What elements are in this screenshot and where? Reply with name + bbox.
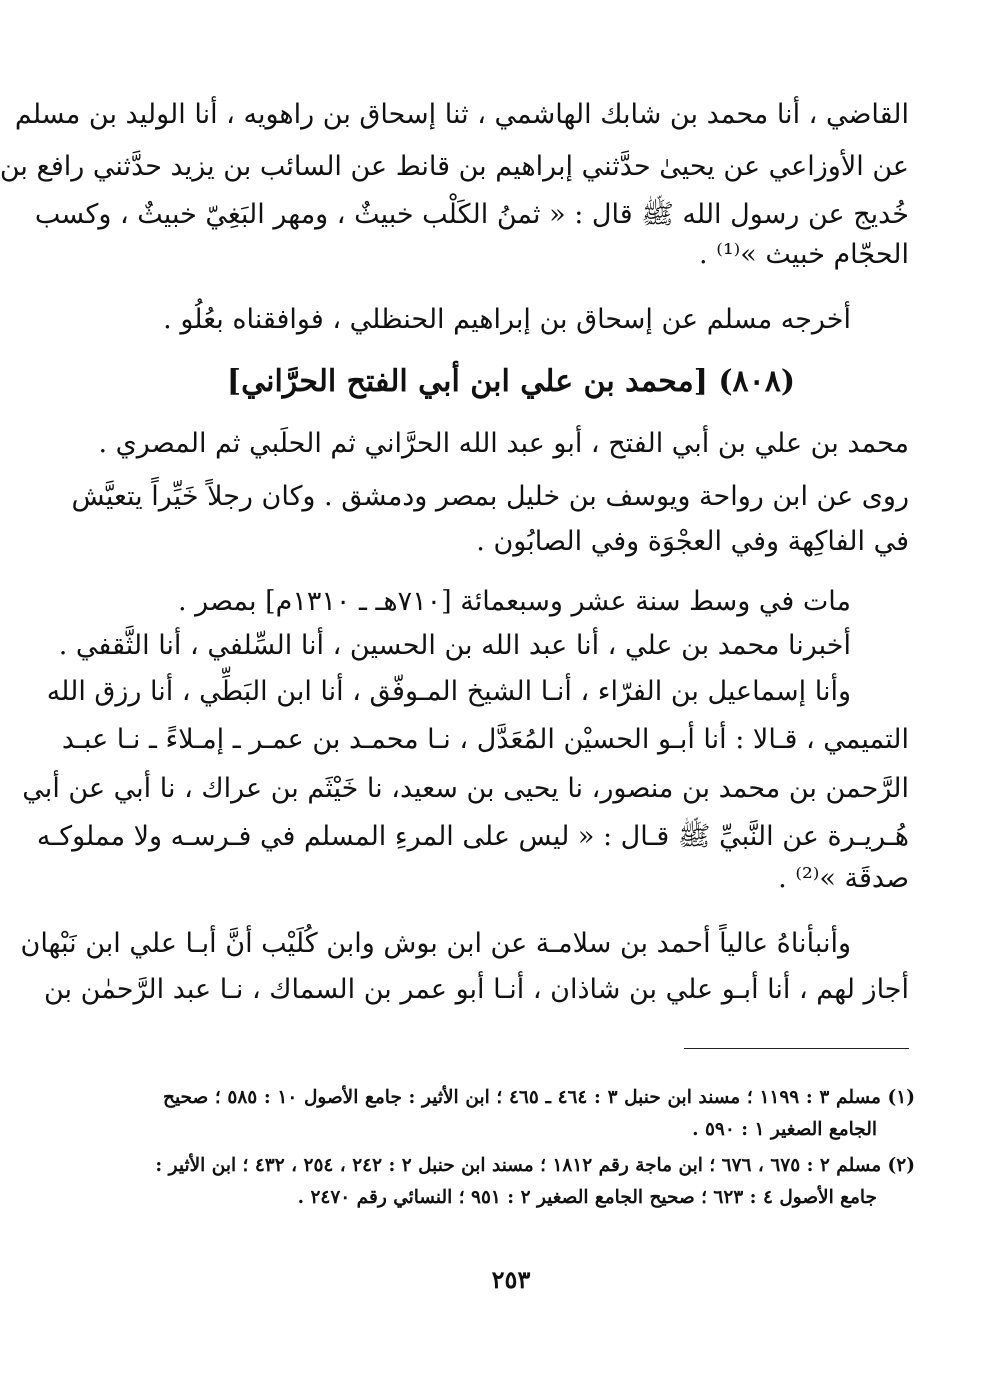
body-line: هُـريـرة عن النَّبيِّ ﷺ قـال : « ليس على المرءِ المسلم في فـرسـه ولا مملوكـه (36, 821, 909, 852)
body-line: الرَّحمن بن محمد بن منصور، نا يحيى بن سعيد، نا خَيْثَم بن عراك ، نا أبي عن أبي (22, 773, 909, 804)
body-line: الحجّام خبيث »⁽¹⁾ . (699, 239, 909, 270)
footnote-separator (684, 1048, 909, 1049)
body-line: وأنبأناهُ عالياً أحمد بن سلامـة عن ابن بوش وابن كُلَيْب أنَّ أبـا علي ابن نَبْهان (20, 928, 851, 959)
body-line: في الفاكِهة وفي العجْوَة وفي الصابُون . (476, 526, 909, 557)
page-number: ٢٥٣ (491, 1265, 531, 1294)
body-line: صدقَة »⁽²⁾ . (778, 863, 909, 894)
body-line: روى عن ابن رواحة ويوسف بن خليل بمصر ودمشق . وكان رجلاً خَيِّراً يتعيَّش (71, 481, 909, 512)
body-line: أجاز لهم ، أنا أبـو علي بن شاذان ، أنـا أبو عمر بن السماك ، نـا عبد الرَّحمٰن بن (43, 974, 909, 1005)
body-line: وأنا إسماعيل بن الفرّاء ، أنـا الشيخ المـوفّق ، أنا ابن البَطِّي ، أنا رزق الله (46, 676, 851, 707)
body-line: عن الأوزاعي عن يحيىٰ حدَّثني إبراهيم بن قانط عن السائب بن يزيد حدَّثني رافع بن (0, 151, 909, 182)
footnote-line: جامع الأصول ٤ : ٦٢٣ ؛ صحيح الجامع الصغير ٢ : ٩٥١ ؛ النسائي رقم ٢٤٧٠ . (297, 1187, 877, 1208)
footnote-line: (٢) مسلم ٢ : ٦٧٥ ، ٦٧٦ ؛ ابن ماجة رقم ١٨١٢ ؛ مسند ابن حنبل ٢ : ٢٤٢ ، ٢٥٤ ، ٤٣٢ ؛ ابن الأثير : (155, 1155, 915, 1176)
footnote-line: الجامع الصغير ١ : ٥٩٠ . (692, 1119, 877, 1140)
body-line: خُديج عن رسول الله ﷺ قال : « ثمنُ الكَلْب خبيثٌ ، ومهر البَغِيّ خبيثٌ ، وكسب (34, 199, 909, 230)
body-line: القاضي ، أنا محمد بن شابك الهاشمي ، ثنا إسحاق بن راهويه ، أنا الوليد بن مسلم (14, 99, 909, 130)
footnote-line: (١) مسلم ٣ : ١١٩٩ ؛ مسند ابن حنبل ٣ : ٤٦٤ ـ ٤٦٥ ؛ ابن الأثير : جامع الأصول ١٠ : ٥٨٥ ؛ صحيح (163, 1087, 915, 1108)
body-line: مات في وسط سنة عشر وسبعمائة [٧١٠هـ ـ ١٣١٠م] بمصر . (177, 586, 851, 617)
body-line: التميمي ، قـالا : أنا أبـو الحسيْن المُعَدَّل ، نـا محمـد بن عمـر ـ إمـلاءً ـ نـا عبـد (61, 724, 909, 755)
section-heading: (٨٠٨) [محمد بن علي ابن أبي الفتح الحرَّاني] (226, 364, 796, 399)
body-line: محمد بن علي بن أبي الفتح ، أبو عبد الله الحرَّاني ثم الحلَبي ثم المصري . (98, 428, 909, 459)
body-line: أخرجه مسلم عن إسحاق بن إبراهيم الحنظلي ، فوافقناه بعُلُو . (163, 304, 851, 335)
body-line: أخبرنا محمد بن علي ، أنا عبد الله بن الحسين ، أنا السِّلفي ، أنا الثَّقفي . (58, 630, 851, 661)
